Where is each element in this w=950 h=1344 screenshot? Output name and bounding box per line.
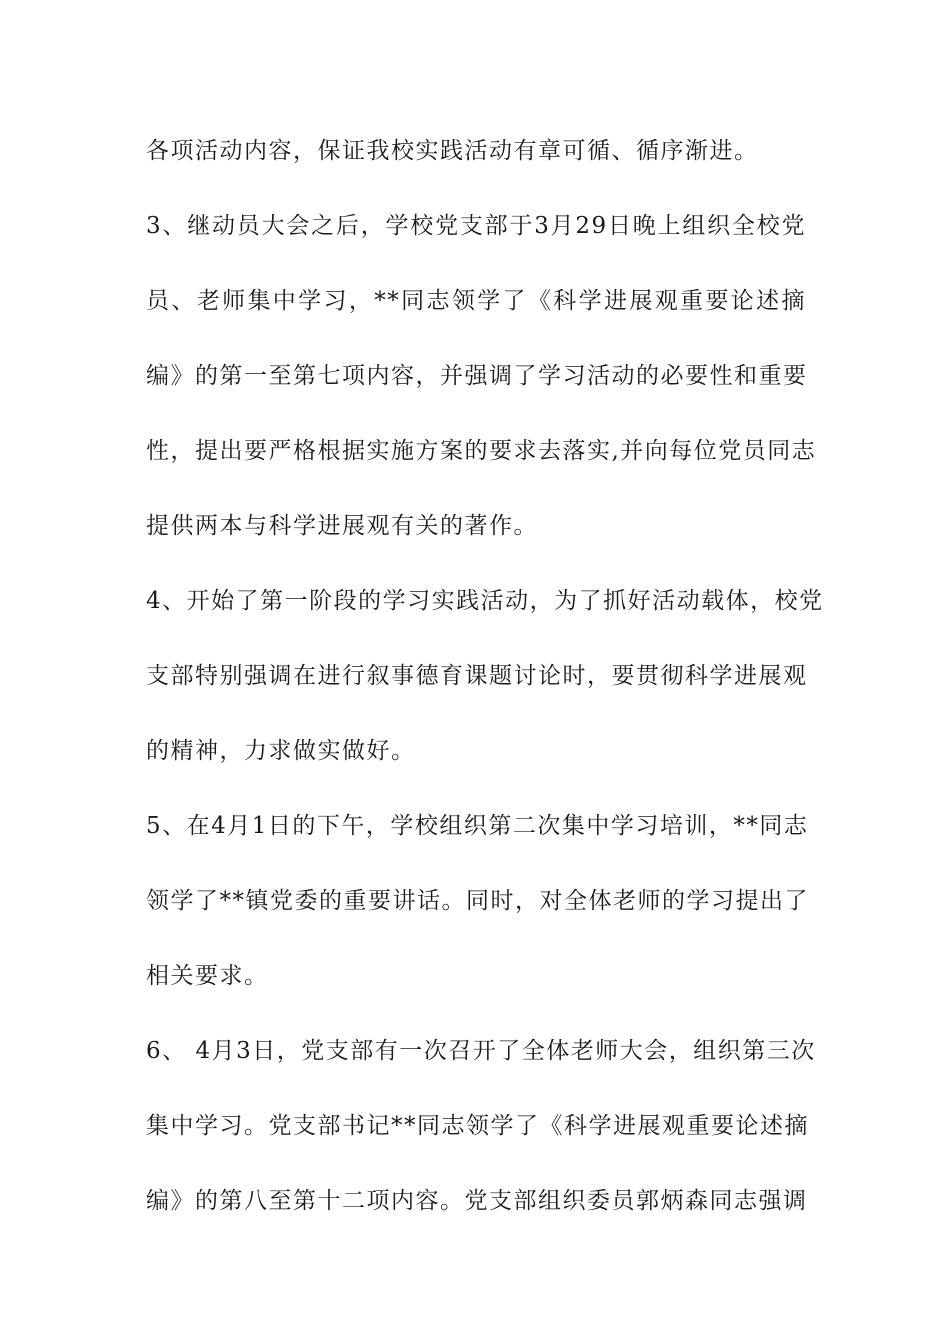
text-line-10: 5、在4月1日的下午，学校组织第二次集中学习培训，**同志	[146, 813, 809, 839]
text-line-3: 员、老师集中学习，**同志领学了《科学进展观重要论述摘	[146, 288, 806, 314]
text-line-4: 编》的第一至第七项内容，并强调了学习活动的必要性和重要	[146, 363, 808, 389]
text-line-5: 性，提出要严格根据实施方案的要求去落实,并向每位党员同志	[146, 438, 817, 464]
text-line-6: 提供两本与科学进展观有关的著作。	[146, 513, 538, 539]
text-line-8: 支部特别强调在进行叙事德育课题讨论时，要贯彻科学进展观	[146, 663, 808, 689]
text-line-14: 集中学习。党支部书记**同志领学了《科学进展观重要论述摘	[146, 1113, 809, 1139]
text-line-11: 领学了**镇党委的重要讲话。同时，对全体老师的学习提出了	[146, 888, 809, 914]
text-line-7: 4、开始了第一阶段的学习实践活动，为了抓好活动载体，校党	[146, 588, 824, 614]
text-line-12: 相关要求。	[146, 963, 269, 989]
text-line-13: 6、 4月3日，党支部有一次召开了全体老师大会，组织第三次	[146, 1038, 816, 1064]
text-line-1: 各项活动内容，保证我校实践活动有章可循、循序渐进。	[146, 138, 759, 164]
text-line-15: 编》的第八至第十二项内容。党支部组织委员郭炳森同志强调	[146, 1188, 808, 1214]
text-line-2: 3、继动员大会之后，学校党支部于3月29日晚上组织全校党	[146, 213, 806, 239]
text-line-9: 的精神，力求做实做好。	[146, 738, 416, 764]
